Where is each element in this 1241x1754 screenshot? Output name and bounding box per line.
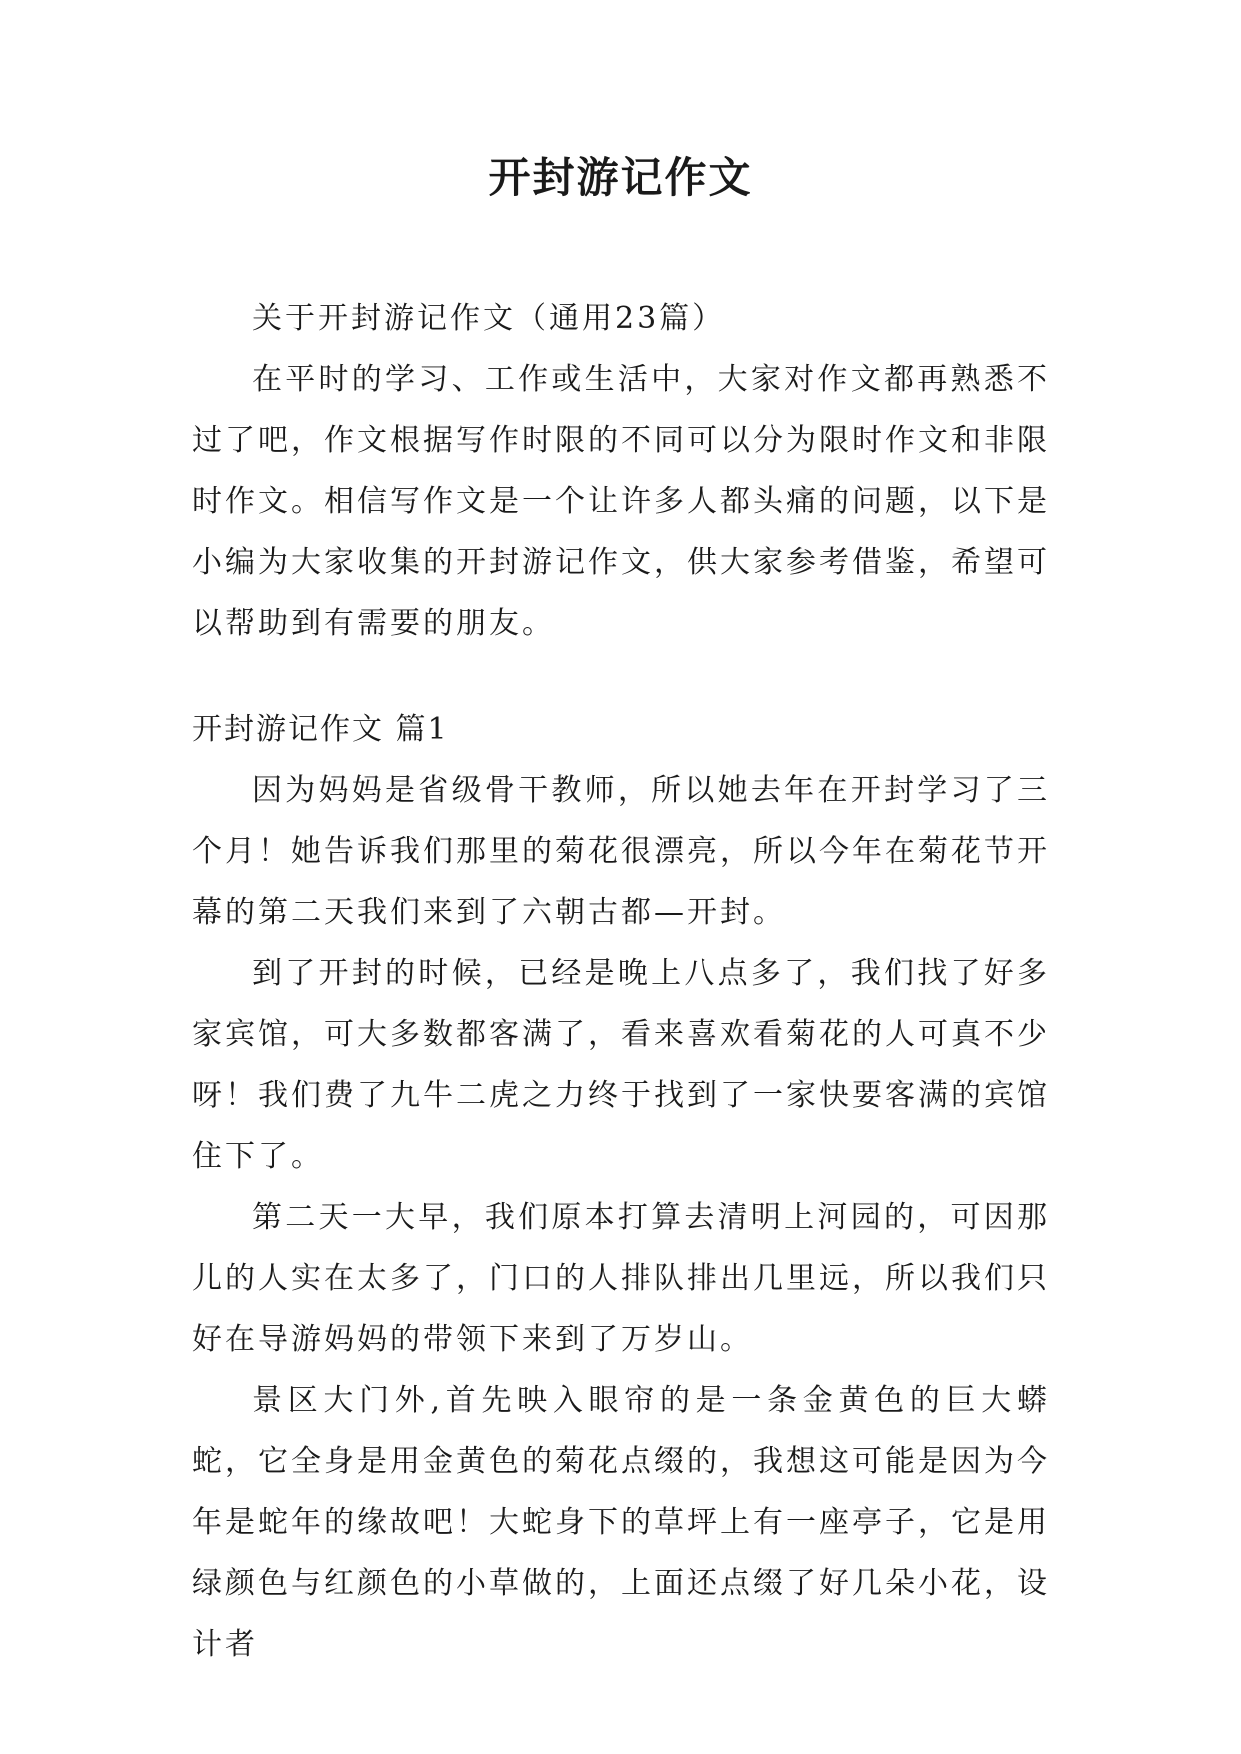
body-paragraph: 到了开封的时候，已经是晚上八点多了，我们找了好多家宾馆，可大多数都客满了，看来喜欢看菊花的人可真不少呀！我们费了九牛二虎之力终于找到了一家快要客满的宾馆住下了。	[192, 956, 1050, 1174]
section-heading: 开封游记作文 篇1	[192, 712, 449, 747]
body-paragraph: 因为妈妈是省级骨干教师，所以她去年在开封学习了三个月！她告诉我们那里的菊花很漂亮，所以今年在菊花节开幕的第二天我们来到了六朝古都—开封。	[192, 773, 1050, 930]
body-paragraph: 景区大门外,首先映入眼帘的是一条金黄色的巨大蟒蛇，它全身是用金黄色的菊花点缀的，我想这可能是因为今年是蛇年的缘故吧！大蛇身下的草坪上有一座亭子，它是用绿颜色与红颜色的小草做的，上面还点缀了好几朵小花，设计者	[192, 1383, 1050, 1662]
body-paragraph: 第二天一大早，我们原本打算去清明上河园的，可因那儿的人实在太多了，门口的人排队排出几里远，所以我们只好在导游妈妈的带领下来到了万岁山。	[192, 1200, 1050, 1357]
document-subtitle: 关于开封游记作文（通用23篇）	[252, 301, 726, 336]
document-body	[192, 288, 1050, 1675]
intro-paragraph: 在平时的学习、工作或生活中，大家对作文都再熟悉不过了吧，作文根据写作时限的不同可以分为限时作文和非限时作文。相信写作文是一个让许多人都头痛的问题，以下是小编为大家收集的开封游记作文，供大家参考借鉴，希望可以帮助到有需要的朋友。	[192, 362, 1050, 641]
document-title: 开封游记作文	[488, 153, 753, 202]
